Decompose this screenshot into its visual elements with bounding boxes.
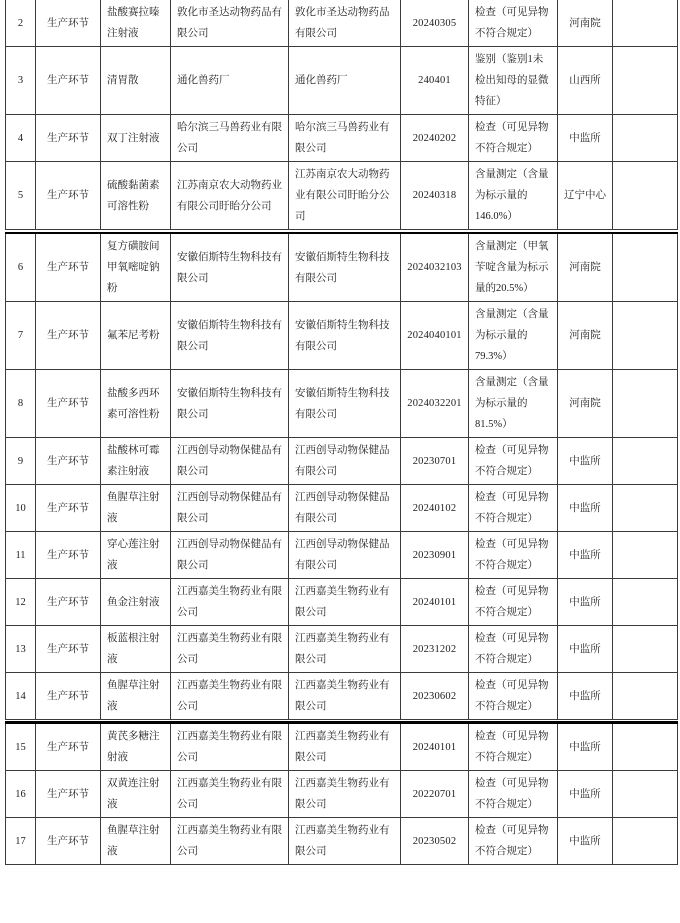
- note-cell: [613, 370, 678, 438]
- stage-cell: 生产环节: [36, 302, 101, 370]
- result-cell: 检查（可见异物不符合规定）: [469, 115, 558, 162]
- labeled-manufacturer-cell: 安徽佰斯特生物科技有限公司: [289, 233, 401, 302]
- note-cell: [613, 233, 678, 302]
- batch-number-cell: 20230502: [401, 818, 469, 865]
- batch-number-cell: 20220701: [401, 771, 469, 818]
- drug-name-cell: 鱼腥草注射液: [101, 485, 171, 532]
- labeled-manufacturer-cell: 敦化市圣达动物药品有限公司: [289, 0, 401, 47]
- agency-cell: 中监所: [558, 723, 613, 771]
- manufacturer-cell: 江苏南京农大动物药业有限公司盱眙分公司: [171, 162, 289, 230]
- note-cell: [613, 0, 678, 47]
- drug-name-cell: 氟苯尼考粉: [101, 302, 171, 370]
- row-number-cell: 16: [6, 771, 36, 818]
- labeled-manufacturer-cell: 江西创导动物保健品有限公司: [289, 532, 401, 579]
- table-row: [6, 302, 678, 370]
- note-cell: [613, 673, 678, 720]
- note-cell: [613, 626, 678, 673]
- drug-name-cell: 盐酸林可霉素注射液: [101, 438, 171, 485]
- drug-name-cell: 鱼腥草注射液: [101, 818, 171, 865]
- stage-cell: 生产环节: [36, 47, 101, 115]
- stage-cell: 生产环节: [36, 771, 101, 818]
- table-row: [6, 233, 678, 302]
- result-cell: 检查（可见异物不符合规定）: [469, 771, 558, 818]
- table-row: [6, 47, 678, 115]
- stage-cell: 生产环节: [36, 626, 101, 673]
- stage-cell: 生产环节: [36, 818, 101, 865]
- result-cell: 含量测定（甲氧苄啶含量为标示量的20.5%）: [469, 233, 558, 302]
- table-row: [6, 532, 678, 579]
- manufacturer-cell: 江西创导动物保健品有限公司: [171, 485, 289, 532]
- manufacturer-cell: 敦化市圣达动物药品有限公司: [171, 0, 289, 47]
- labeled-manufacturer-cell: 通化兽药厂: [289, 47, 401, 115]
- agency-cell: 中监所: [558, 438, 613, 485]
- note-cell: [613, 115, 678, 162]
- row-number-cell: 8: [6, 370, 36, 438]
- batch-number-cell: 20230901: [401, 532, 469, 579]
- agency-cell: 中监所: [558, 771, 613, 818]
- note-cell: [613, 723, 678, 771]
- table-row: [6, 579, 678, 626]
- manufacturer-cell: 江西嘉美生物药业有限公司: [171, 673, 289, 720]
- row-number-cell: 5: [6, 162, 36, 230]
- table-row: [6, 485, 678, 532]
- note-cell: [613, 47, 678, 115]
- result-cell: 检查（可见异物不符合规定）: [469, 0, 558, 47]
- result-cell: 含量测定（含量为标示量的146.0%）: [469, 162, 558, 230]
- note-cell: [613, 579, 678, 626]
- table-row: [6, 370, 678, 438]
- table-row: [6, 115, 678, 162]
- manufacturer-cell: 江西创导动物保健品有限公司: [171, 532, 289, 579]
- labeled-manufacturer-cell: 安徽佰斯特生物科技有限公司: [289, 302, 401, 370]
- batch-number-cell: 20240102: [401, 485, 469, 532]
- result-cell: 检查（可见异物不符合规定）: [469, 438, 558, 485]
- batch-number-cell: 20240202: [401, 115, 469, 162]
- manufacturer-cell: 江西嘉美生物药业有限公司: [171, 818, 289, 865]
- agency-cell: 中监所: [558, 485, 613, 532]
- labeled-manufacturer-cell: 江西嘉美生物药业有限公司: [289, 771, 401, 818]
- manufacturer-cell: 江西嘉美生物药业有限公司: [171, 579, 289, 626]
- batch-number-cell: 2024032201: [401, 370, 469, 438]
- batch-number-cell: 240401: [401, 47, 469, 115]
- manufacturer-cell: 安徽佰斯特生物科技有限公司: [171, 233, 289, 302]
- row-number-cell: 6: [6, 233, 36, 302]
- note-cell: [613, 485, 678, 532]
- agency-cell: 山西所: [558, 47, 613, 115]
- batch-number-cell: 20240305: [401, 0, 469, 47]
- table-row: [6, 723, 678, 771]
- labeled-manufacturer-cell: 江西嘉美生物药业有限公司: [289, 723, 401, 771]
- result-cell: 检查（可见异物不符合规定）: [469, 723, 558, 771]
- batch-number-cell: 2024032103: [401, 233, 469, 302]
- table-row: [6, 438, 678, 485]
- result-cell: 含量测定（含量为标示量的81.5%）: [469, 370, 558, 438]
- row-number-cell: 3: [6, 47, 36, 115]
- row-number-cell: 2: [6, 0, 36, 47]
- labeled-manufacturer-cell: 江西嘉美生物药业有限公司: [289, 626, 401, 673]
- note-cell: [613, 162, 678, 230]
- table-row: [6, 626, 678, 673]
- result-cell: 检查（可见异物不符合规定）: [469, 626, 558, 673]
- row-number-cell: 9: [6, 438, 36, 485]
- batch-number-cell: 20240101: [401, 579, 469, 626]
- manufacturer-cell: 安徽佰斯特生物科技有限公司: [171, 302, 289, 370]
- note-cell: [613, 818, 678, 865]
- note-cell: [613, 302, 678, 370]
- agency-cell: 辽宁中心: [558, 162, 613, 230]
- stage-cell: 生产环节: [36, 579, 101, 626]
- manufacturer-cell: 江西嘉美生物药业有限公司: [171, 723, 289, 771]
- drug-name-cell: 双丁注射液: [101, 115, 171, 162]
- drug-name-cell: 黄芪多糖注射液: [101, 723, 171, 771]
- table-page-section: [5, 0, 678, 230]
- manufacturer-cell: 哈尔滨三马兽药业有限公司: [171, 115, 289, 162]
- drug-name-cell: 板蓝根注射液: [101, 626, 171, 673]
- table-row: [6, 162, 678, 230]
- table-row: [6, 673, 678, 720]
- labeled-manufacturer-cell: 江西嘉美生物药业有限公司: [289, 579, 401, 626]
- table-page-section: [5, 721, 678, 865]
- result-cell: 检查（可见异物不符合规定）: [469, 673, 558, 720]
- agency-cell: 中监所: [558, 579, 613, 626]
- batch-number-cell: 20240101: [401, 723, 469, 771]
- row-number-cell: 17: [6, 818, 36, 865]
- agency-cell: 河南院: [558, 0, 613, 47]
- labeled-manufacturer-cell: 哈尔滨三马兽药业有限公司: [289, 115, 401, 162]
- table-row: [6, 818, 678, 865]
- stage-cell: 生产环节: [36, 115, 101, 162]
- drug-name-cell: 盐酸多西环素可溶性粉: [101, 370, 171, 438]
- drug-name-cell: 双黄连注射液: [101, 771, 171, 818]
- drug-name-cell: 清胃散: [101, 47, 171, 115]
- manufacturer-cell: 安徽佰斯特生物科技有限公司: [171, 370, 289, 438]
- agency-cell: 中监所: [558, 532, 613, 579]
- agency-cell: 中监所: [558, 115, 613, 162]
- stage-cell: 生产环节: [36, 162, 101, 230]
- manufacturer-cell: 江西嘉美生物药业有限公司: [171, 626, 289, 673]
- drug-name-cell: 硫酸黏菌素可溶性粉: [101, 162, 171, 230]
- agency-cell: 河南院: [558, 370, 613, 438]
- stage-cell: 生产环节: [36, 723, 101, 771]
- manufacturer-cell: 江西嘉美生物药业有限公司: [171, 771, 289, 818]
- row-number-cell: 7: [6, 302, 36, 370]
- note-cell: [613, 438, 678, 485]
- stage-cell: 生产环节: [36, 0, 101, 47]
- result-cell: 检查（可见异物不符合规定）: [469, 818, 558, 865]
- labeled-manufacturer-cell: 江苏南京农大动物药业有限公司盱眙分公司: [289, 162, 401, 230]
- result-cell: 鉴别（鉴别1未检出知母的显微特征）: [469, 47, 558, 115]
- agency-cell: 中监所: [558, 673, 613, 720]
- note-cell: [613, 771, 678, 818]
- manufacturer-cell: 江西创导动物保健品有限公司: [171, 438, 289, 485]
- result-cell: 检查（可见异物不符合规定）: [469, 579, 558, 626]
- batch-number-cell: 20240318: [401, 162, 469, 230]
- inspection-results-table: [5, 0, 677, 865]
- labeled-manufacturer-cell: 江西嘉美生物药业有限公司: [289, 673, 401, 720]
- table-page-section: [5, 232, 678, 720]
- labeled-manufacturer-cell: 江西嘉美生物药业有限公司: [289, 818, 401, 865]
- result-cell: 检查（可见异物不符合规定）: [469, 485, 558, 532]
- batch-number-cell: 20230701: [401, 438, 469, 485]
- table-row: [6, 771, 678, 818]
- row-number-cell: 4: [6, 115, 36, 162]
- agency-cell: 河南院: [558, 233, 613, 302]
- stage-cell: 生产环节: [36, 485, 101, 532]
- row-number-cell: 10: [6, 485, 36, 532]
- drug-name-cell: 穿心莲注射液: [101, 532, 171, 579]
- batch-number-cell: 2024040101: [401, 302, 469, 370]
- stage-cell: 生产环节: [36, 233, 101, 302]
- table-row: [6, 0, 678, 47]
- row-number-cell: 12: [6, 579, 36, 626]
- stage-cell: 生产环节: [36, 532, 101, 579]
- note-cell: [613, 532, 678, 579]
- stage-cell: 生产环节: [36, 438, 101, 485]
- row-number-cell: 14: [6, 673, 36, 720]
- drug-name-cell: 鱼腥草注射液: [101, 673, 171, 720]
- agency-cell: 河南院: [558, 302, 613, 370]
- drug-name-cell: 鱼金注射液: [101, 579, 171, 626]
- batch-number-cell: 20230602: [401, 673, 469, 720]
- row-number-cell: 11: [6, 532, 36, 579]
- labeled-manufacturer-cell: 江西创导动物保健品有限公司: [289, 438, 401, 485]
- result-cell: 含量测定（含量为标示量的79.3%）: [469, 302, 558, 370]
- result-cell: 检查（可见异物不符合规定）: [469, 532, 558, 579]
- stage-cell: 生产环节: [36, 673, 101, 720]
- drug-name-cell: 盐酸赛拉嗪注射液: [101, 0, 171, 47]
- row-number-cell: 15: [6, 723, 36, 771]
- labeled-manufacturer-cell: 安徽佰斯特生物科技有限公司: [289, 370, 401, 438]
- batch-number-cell: 20231202: [401, 626, 469, 673]
- labeled-manufacturer-cell: 江西创导动物保健品有限公司: [289, 485, 401, 532]
- agency-cell: 中监所: [558, 818, 613, 865]
- agency-cell: 中监所: [558, 626, 613, 673]
- drug-name-cell: 复方磺胺间甲氧嘧啶钠粉: [101, 233, 171, 302]
- manufacturer-cell: 通化兽药厂: [171, 47, 289, 115]
- row-number-cell: 13: [6, 626, 36, 673]
- stage-cell: 生产环节: [36, 370, 101, 438]
